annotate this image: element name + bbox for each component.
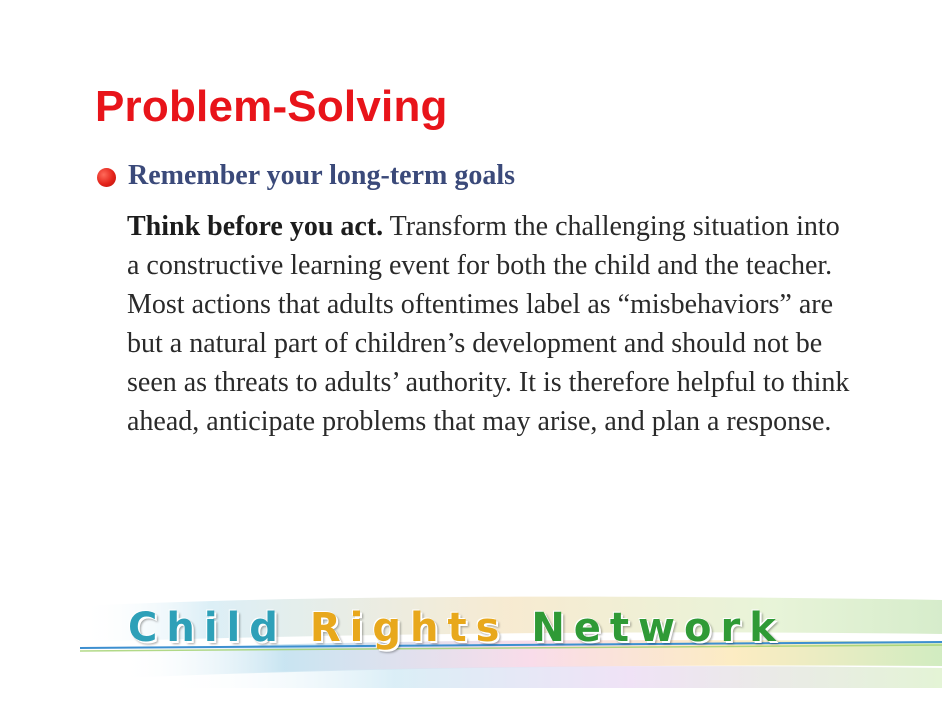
banner-word-rights: Rights <box>309 605 509 651</box>
banner-word-child: Child <box>128 605 287 651</box>
bullet-item <box>97 158 515 194</box>
body-paragraph <box>127 207 857 441</box>
body-text: Transform the challenging situation into a constructive learning event for both the child and the teacher. Most actions that adults oftentimes label as “misbehaviors” are but a natural part of children’s development and should not be seen as threats to adults’ authority. It is therefore helpful to think ahead, anticipate problems that may arise, and plan a response. <box>127 211 850 437</box>
slide-title: Problem-Solving <box>95 82 448 131</box>
body-lead: Think before you act. <box>127 211 384 242</box>
bullet-heading: Remember your long-term goals <box>128 160 515 191</box>
bullet-dot-icon <box>97 168 116 187</box>
banner-word-network: Network <box>531 605 785 651</box>
banner-title <box>128 604 785 652</box>
child-rights-network-banner <box>80 594 942 688</box>
